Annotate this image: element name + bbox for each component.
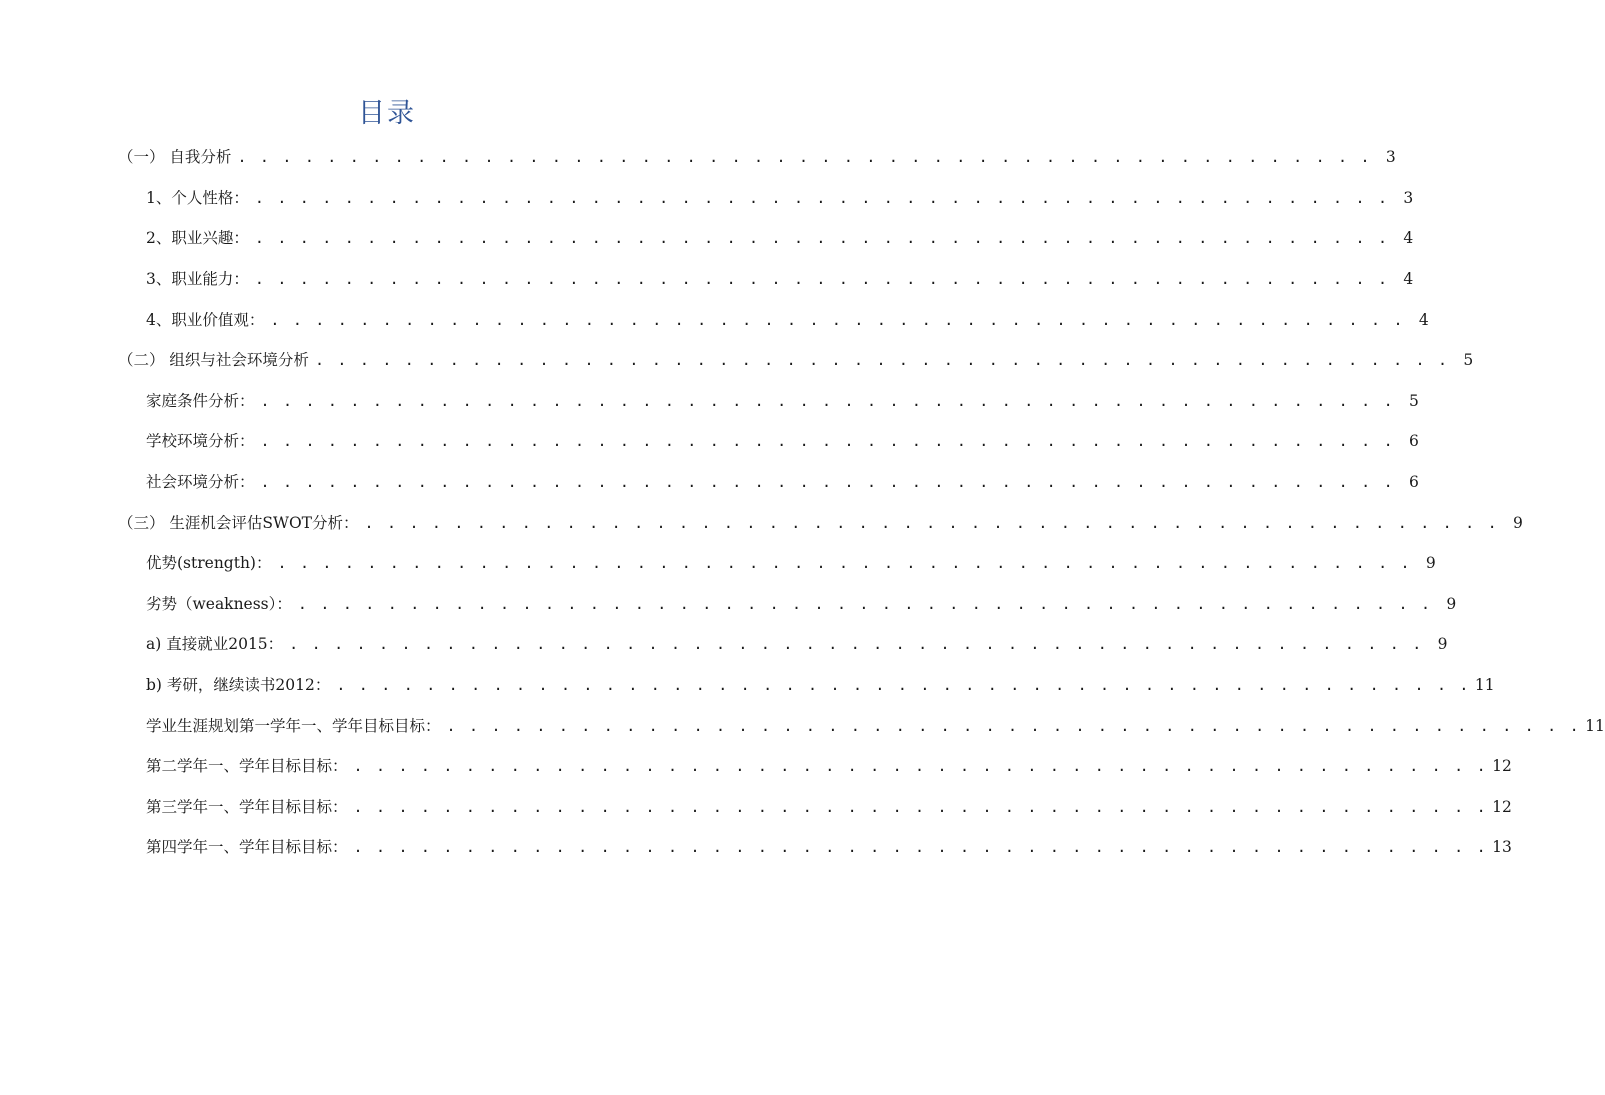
toc-entry-page: 9: [1425, 554, 1436, 573]
toc-entry[interactable]: [0, 299, 1429, 340]
toc-entry[interactable]: [0, 665, 1495, 706]
toc-entry-label: 4、职业价值观：: [146, 310, 265, 329]
toc-leader-dots: . . . . . . . . . . . . . . . . . . . . . . . . . . . . . . . . . . . . . . . . . . . . . . . . . . .: [297, 594, 1433, 613]
toc-entry-page: 11: [1474, 676, 1495, 695]
toc-leader-dots: . . . . . . . . . . . . . . . . . . . . . . . . . . . . . . . . . . . . . . . . . . . . . . . . . . .: [336, 676, 1471, 695]
toc-entry-page: 6: [1408, 432, 1419, 451]
toc-entry-page: 4: [1403, 270, 1414, 289]
toc-entry-page: 5: [1408, 391, 1419, 410]
toc-entry-page: 6: [1408, 473, 1419, 492]
toc-entry-label: 3、职业能力：: [146, 270, 249, 289]
toc-entry-page: 11: [1585, 716, 1605, 735]
toc-entry[interactable]: [0, 381, 1419, 422]
toc-entry[interactable]: [0, 543, 1436, 584]
toc-entry[interactable]: [0, 624, 1448, 665]
toc-title: 目录: [358, 98, 416, 129]
toc-entry-label: 2、职业兴趣：: [146, 229, 249, 248]
toc-entry-page: 12: [1492, 797, 1512, 816]
toc-entry-label: （一） 自我分析: [118, 148, 232, 167]
toc-leader-dots: . . . . . . . . . . . . . . . . . . . . . . . . . . . . . . . . . . . . . . . . . . . . . . . . . . .: [237, 148, 1372, 167]
toc-entry[interactable]: [0, 259, 1414, 300]
toc-leader-dots: . . . . . . . . . . . . . . . . . . . . . . . . . . . . . . . . . . . . . . . . . . . . . . . . . . .: [270, 310, 1405, 329]
toc-leader-dots: . . . . . . . . . . . . . . . . . . . . . . . . . . . . . . . . . . . . . . . . . . . . . . . . . . .: [260, 473, 1395, 492]
toc-entry[interactable]: [0, 705, 1605, 746]
toc-leader-dots: . . . . . . . . . . . . . . . . . . . . . . . . . . . . . . . . . . . . . . . . . . . . . . . . . . .: [314, 351, 1450, 370]
toc-entry-label: a) 直接就业2015：: [146, 635, 284, 654]
toc-leader-dots: . . . . . . . . . . . . . . . . . . . . . . . . . . . . . . . . . . . . . . . . . . . . . . . . . . .: [353, 797, 1488, 816]
toc-entry-page: 9: [1446, 594, 1457, 613]
toc-entry-label: b) 考研，继续读书2012：: [146, 676, 331, 695]
toc-entry-label: 第四学年一、学年目标目标：: [146, 838, 348, 857]
toc-entry[interactable]: [0, 137, 1396, 178]
toc-entry-page: 3: [1385, 148, 1396, 167]
toc-list: [0, 137, 1605, 868]
toc-leader-dots: . . . . . . . . . . . . . . . . . . . . . . . . . . . . . . . . . . . . . . . . . . . . . . . . . . .: [353, 757, 1488, 776]
toc-entry-label: 1、个人性格：: [146, 188, 249, 207]
toc-leader-dots: . . . . . . . . . . . . . . . . . . . . . . . . . . . . . . . . . . . . . . . . . . . . . . . . . . .: [254, 229, 1390, 248]
toc-leader-dots: . . . . . . . . . . . . . . . . . . . . . . . . . . . . . . . . . . . . . . . . . . . . . . . . . . .: [289, 635, 1424, 654]
toc-leader-dots: . . . . . . . . . . . . . . . . . . . . . . . . . . . . . . . . . . . . . . . . . . . . . . . . . . .: [364, 513, 1499, 532]
toc-leader-dots: . . . . . . . . . . . . . . . . . . . . . . . . . . . . . . . . . . . . . . . . . . . . . . . . . . .: [260, 391, 1395, 410]
toc-leader-dots: . . . . . . . . . . . . . . . . . . . . . . . . . . . . . . . . . . . . . . . . . . . . . . . . . . .: [254, 270, 1390, 289]
toc-entry-label: 第二学年一、学年目标目标：: [146, 757, 348, 776]
toc-entry-page: 13: [1492, 838, 1512, 857]
toc-entry-label: 第三学年一、学年目标目标：: [146, 797, 348, 816]
toc-entry-label: 劣势（weakness）：: [146, 594, 292, 613]
toc-entry[interactable]: [0, 462, 1419, 503]
toc-leader-dots: . . . . . . . . . . . . . . . . . . . . . . . . . . . . . . . . . . . . . . . . . . . . . . . . . . .: [260, 432, 1395, 451]
toc-entry-label: 家庭条件分析：: [146, 391, 255, 410]
toc-entry-label: 学业生涯规划第一学年一、学年目标目标：: [146, 716, 441, 735]
toc-entry-label: （三） 生涯机会评估SWOT分析：: [118, 513, 359, 532]
toc-entry-page: 12: [1492, 757, 1512, 776]
toc-entry-label: （二） 组织与社会环境分析: [118, 351, 309, 370]
toc-entry[interactable]: [0, 421, 1419, 462]
toc-entry-page: 9: [1512, 513, 1523, 532]
toc-entry-label: 社会环境分析：: [146, 473, 255, 492]
toc-entry[interactable]: [0, 340, 1474, 381]
toc-entry[interactable]: [0, 584, 1457, 625]
toc-entry-page: 4: [1403, 229, 1414, 248]
toc-entry-page: 9: [1437, 635, 1448, 654]
toc-entry-label: 学校环境分析：: [146, 432, 255, 451]
toc-entry-label: 优势(strength)：: [146, 554, 272, 573]
toc-entry[interactable]: [0, 827, 1512, 868]
toc-leader-dots: . . . . . . . . . . . . . . . . . . . . . . . . . . . . . . . . . . . . . . . . . . . . . . . . . . .: [446, 716, 1581, 735]
toc-leader-dots: . . . . . . . . . . . . . . . . . . . . . . . . . . . . . . . . . . . . . . . . . . . . . . . . . . .: [277, 554, 1412, 573]
toc-entry[interactable]: [0, 746, 1512, 787]
toc-entry-page: 4: [1418, 310, 1429, 329]
toc-entry[interactable]: [0, 502, 1523, 543]
toc-entry-page: 5: [1463, 351, 1474, 370]
toc-entry[interactable]: [0, 178, 1414, 219]
toc-leader-dots: . . . . . . . . . . . . . . . . . . . . . . . . . . . . . . . . . . . . . . . . . . . . . . . . . . .: [353, 838, 1488, 857]
toc-entry[interactable]: [0, 787, 1512, 828]
toc-entry-page: 3: [1403, 188, 1414, 207]
toc-entry[interactable]: [0, 218, 1414, 259]
toc-leader-dots: . . . . . . . . . . . . . . . . . . . . . . . . . . . . . . . . . . . . . . . . . . . . . . . . . . .: [254, 188, 1390, 207]
